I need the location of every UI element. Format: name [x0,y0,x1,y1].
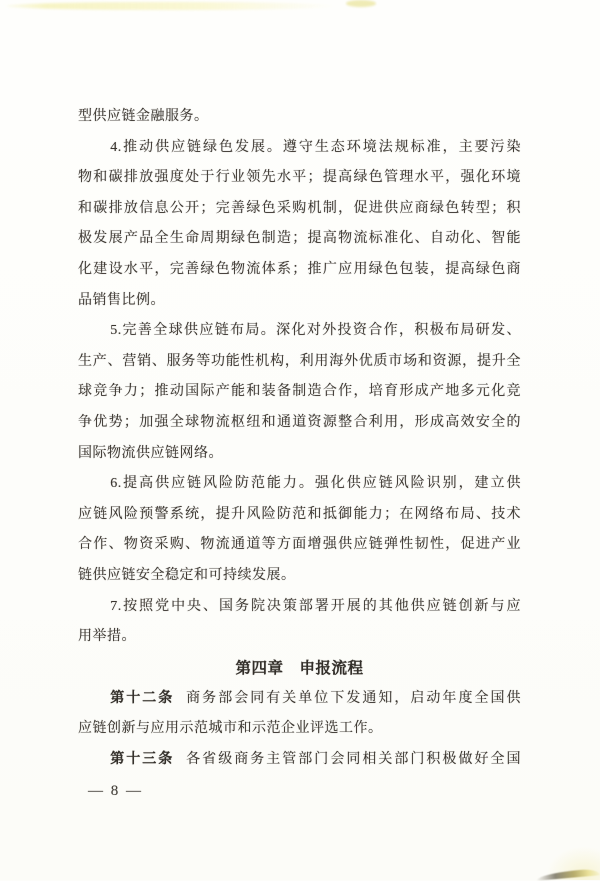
text-line: 4.推动供应链绿色发展。遵守生态环境法规标准，主要污染 [110,139,521,155]
text-line: 极发展产品全生命周期绿色制造；提高物流标准化、自动化、智能 [78,231,521,247]
scan-stain-top-small [346,0,376,7]
chapter-heading: 第四章 申报流程 [235,658,364,677]
text-line: 物和碳排放强度处于行业领先水平；提高绿色管理水平，强化环境 [78,170,521,186]
article-text: 各省级商务主管部门会同相关部门积极做好全国 [186,752,522,768]
text-line: 链供应链安全稳定和可持续发展。 [78,567,296,583]
text-line: 生产、营销、服务等功能性机构，利用海外优质市场和资源，提升全 [78,353,521,369]
text-line: 争优势；加强全球物流枢纽和通道资源整合利用，形成高效安全的 [78,414,521,430]
text-line: 和碳排放信息公开；完善绿色采购机制，促进供应商绿色转型；积 [78,200,521,216]
text-line: 球竞争力；推动国际产能和装备制造合作，培育形成产地多元化竞 [78,384,521,400]
text-line: 品销售比例。 [78,292,165,308]
text-block [78,102,521,775]
text-line: 6.提高供应链风险防范能力。强化供应链风险识别，建立供 [110,476,521,492]
page-number: — 8 — [88,783,143,799]
text-line [78,683,521,714]
text-line: 5.完善全球供应链布局。深化对外投资合作，积极布局研发、 [110,323,521,339]
text-line: 化建设水平，完善绿色物流体系；推广应用绿色包装，提高绿色商 [78,261,521,277]
article-number: 第十二条 [110,690,175,707]
text-line: 应链创新与应用示范城市和示范企业评选工作。 [78,720,383,736]
text-line: 7.按照党中央、国务院决策部署开展的其他供应链创新与应 [110,598,521,614]
text-line: 应链风险预警系统，提升风险防范和抵御能力；在网络布局、技术 [78,506,521,522]
text-line [78,744,521,775]
text-line: 用举措。 [78,629,136,645]
article-text: 商务部会同有关单位下发通知，启动年度全国供 [186,691,522,707]
article-number: 第十三条 [110,751,175,768]
text-line: 型供应链金融服务。 [78,109,209,124]
text-line: 国际物流供应链网络。 [78,445,223,461]
scan-stain-top [6,2,336,10]
text-line: 合作、物资采购、物流通道等方面增强供应链弹性韧性，促进产业 [78,537,521,553]
